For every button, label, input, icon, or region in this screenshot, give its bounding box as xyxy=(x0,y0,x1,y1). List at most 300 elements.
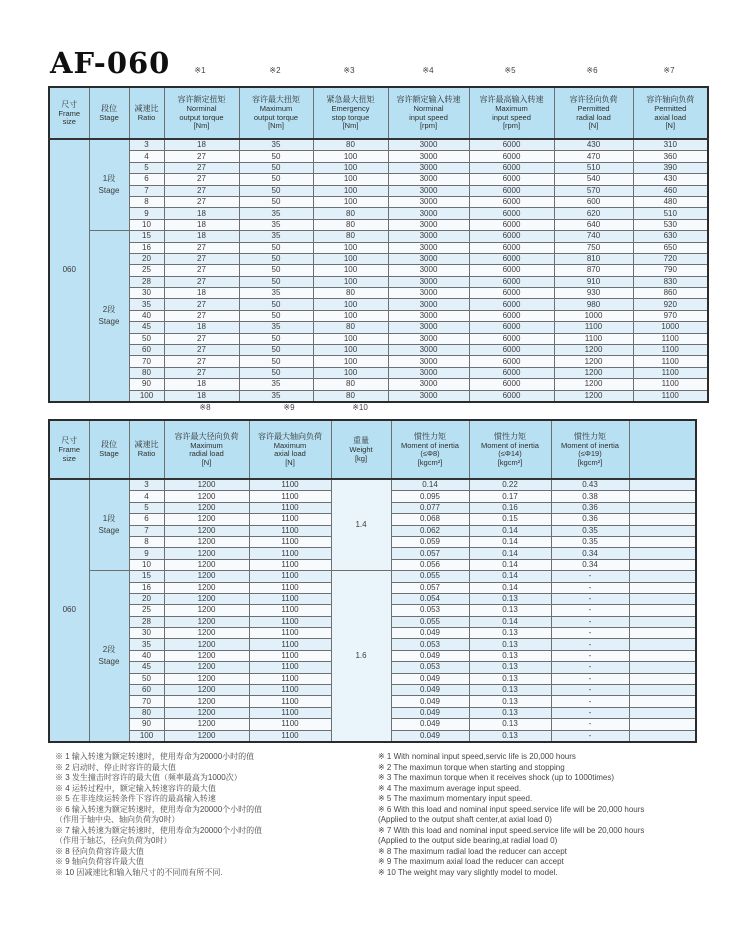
ratio-cell: 16 xyxy=(129,582,164,593)
data-cell: 0.049 xyxy=(391,628,469,639)
data-cell: 870 xyxy=(554,265,633,276)
data-cell: 18 xyxy=(164,288,239,299)
data-cell: - xyxy=(551,616,629,627)
data-cell: 3000 xyxy=(388,151,469,162)
ref-mark: ※1 xyxy=(194,66,206,75)
footnote-line: ※ 3 The maximun torque when it receives shock (up to 1000times) xyxy=(378,773,614,782)
footnote-line: (Applied to the output side bearing,at radial load 0) xyxy=(378,836,558,845)
ratio-cell: 4 xyxy=(129,491,164,502)
data-cell: 6000 xyxy=(469,162,554,173)
data-cell: 0.049 xyxy=(391,685,469,696)
data-cell: - xyxy=(551,730,629,742)
data-cell: 1200 xyxy=(164,639,249,650)
data-cell: 18 xyxy=(164,219,239,230)
data-cell: 1200 xyxy=(164,514,249,525)
data-cell: 540 xyxy=(554,174,633,185)
data-cell: 3000 xyxy=(388,174,469,185)
column-header: 紧急最大扭矩 Emergency stop torque [Nm] xyxy=(313,87,388,139)
data-cell: 27 xyxy=(164,151,239,162)
footnote-line: ※ 7 输入转速为额定转速时，使用寿命为20000个小时的值 xyxy=(55,825,263,835)
ratio-cell: 80 xyxy=(129,707,164,718)
data-cell: 100 xyxy=(313,356,388,367)
ratio-cell: 28 xyxy=(129,276,164,287)
footnote-line: ※ 5 The maximum momentary input speed. xyxy=(378,794,533,803)
data-cell: 1100 xyxy=(249,685,331,696)
table-row xyxy=(49,242,708,253)
data-cell: 3000 xyxy=(388,310,469,321)
footnote-line: ※ 6 输入转速为额定转速时，使用寿命为20000个小时的值 xyxy=(55,804,263,814)
data-cell: 0.16 xyxy=(469,502,551,513)
data-cell: - xyxy=(551,696,629,707)
footnote-line: ※ 4 运转过程中，额定输入转速容许的最大值 xyxy=(55,783,216,793)
data-cell: 18 xyxy=(164,208,239,219)
footnote-line: (Applied to the output shaft center,at axial load 0) xyxy=(378,815,552,824)
table-row xyxy=(49,185,708,196)
data-cell: 27 xyxy=(164,174,239,185)
data-cell: 0.36 xyxy=(551,502,629,513)
column-header: 尺寸 Frame size xyxy=(49,87,89,139)
data-cell: 80 xyxy=(313,231,388,242)
data-cell: 100 xyxy=(313,367,388,378)
data-cell: 35 xyxy=(239,379,313,390)
table-row xyxy=(49,367,708,378)
data-cell: 1200 xyxy=(164,696,249,707)
data-cell: 1100 xyxy=(633,379,708,390)
table-row xyxy=(49,333,708,344)
column-header: 容许径向负荷 Permitted radial load [N] xyxy=(554,87,633,139)
data-cell: 0.14 xyxy=(469,582,551,593)
data-cell: 100 xyxy=(313,299,388,310)
data-cell: - xyxy=(551,571,629,582)
column-header: 惯性力矩 Moment of inertia (≤Φ19) [kgcm²] xyxy=(551,420,629,479)
data-cell: 0.049 xyxy=(391,650,469,661)
data-cell: 6000 xyxy=(469,231,554,242)
data-cell: 1200 xyxy=(554,367,633,378)
data-cell: 570 xyxy=(554,185,633,196)
data-cell: 27 xyxy=(164,333,239,344)
ref-mark: ※6 xyxy=(586,66,598,75)
data-cell: - xyxy=(551,707,629,718)
data-cell: 50 xyxy=(239,265,313,276)
data-cell: - xyxy=(551,662,629,673)
table-row xyxy=(49,322,708,333)
data-cell: 0.13 xyxy=(469,650,551,661)
data-cell: 50 xyxy=(239,242,313,253)
data-cell: 50 xyxy=(239,310,313,321)
data-cell: 50 xyxy=(239,345,313,356)
data-cell: 390 xyxy=(633,162,708,173)
data-cell: 0.055 xyxy=(391,571,469,582)
data-cell: 6000 xyxy=(469,322,554,333)
blank-cell xyxy=(629,616,696,627)
data-cell: 27 xyxy=(164,276,239,287)
data-cell: 6000 xyxy=(469,367,554,378)
table-row xyxy=(49,379,708,390)
data-cell: 50 xyxy=(239,196,313,207)
ratio-cell: 15 xyxy=(129,571,164,582)
frame-cell: 060 xyxy=(49,139,89,402)
data-cell: 1200 xyxy=(554,345,633,356)
data-cell: 0.38 xyxy=(551,491,629,502)
data-cell: 0.062 xyxy=(391,525,469,536)
data-cell: 100 xyxy=(313,310,388,321)
ratio-cell: 3 xyxy=(129,479,164,491)
data-cell: - xyxy=(551,719,629,730)
data-cell: 1200 xyxy=(164,707,249,718)
data-cell: 6000 xyxy=(469,151,554,162)
data-cell: 0.13 xyxy=(469,605,551,616)
ratio-cell: 30 xyxy=(129,288,164,299)
data-cell: 100 xyxy=(313,265,388,276)
data-cell: 1200 xyxy=(164,628,249,639)
data-cell: - xyxy=(551,582,629,593)
data-cell: 1200 xyxy=(164,479,249,491)
ref-mark: ※5 xyxy=(504,66,516,75)
data-cell: 530 xyxy=(633,219,708,230)
ratio-cell: 9 xyxy=(129,548,164,559)
footnotes-chinese xyxy=(55,752,373,878)
data-cell: 1200 xyxy=(164,650,249,661)
data-cell: 0.14 xyxy=(469,559,551,570)
blank-cell xyxy=(629,491,696,502)
data-cell: 1100 xyxy=(249,616,331,627)
data-cell: 1100 xyxy=(554,333,633,344)
ratio-cell: 7 xyxy=(129,185,164,196)
data-cell: 0.13 xyxy=(469,707,551,718)
data-cell: 6000 xyxy=(469,333,554,344)
ratio-cell: 28 xyxy=(129,616,164,627)
blank-cell xyxy=(629,605,696,616)
data-cell: 0.13 xyxy=(469,719,551,730)
data-cell: 0.13 xyxy=(469,685,551,696)
ratio-cell: 35 xyxy=(129,639,164,650)
data-cell: 1100 xyxy=(633,390,708,402)
column-header: 容许最高输入转速 Maximum input speed [rpm] xyxy=(469,87,554,139)
data-cell: 6000 xyxy=(469,390,554,402)
ratio-cell: 7 xyxy=(129,525,164,536)
data-cell: 1100 xyxy=(633,345,708,356)
data-cell: 35 xyxy=(239,219,313,230)
blank-cell xyxy=(629,514,696,525)
data-cell: 1100 xyxy=(249,673,331,684)
footnote-line: ※ 2 The maximun torque when starting and stopping xyxy=(378,762,565,772)
column-header: 惯性力矩 Moment of inertia (≤Φ8) [kgcm²] xyxy=(391,420,469,479)
data-cell: 100 xyxy=(313,333,388,344)
data-cell: 1000 xyxy=(554,310,633,321)
data-cell: 6000 xyxy=(469,139,554,151)
footnote-line: ※ 3 发生撞击时容许的最大值（频率最高为1000次） xyxy=(55,773,242,782)
data-cell: 510 xyxy=(554,162,633,173)
data-cell: 80 xyxy=(313,390,388,402)
data-cell: 1200 xyxy=(164,548,249,559)
data-cell: 27 xyxy=(164,242,239,253)
data-cell: - xyxy=(551,673,629,684)
data-cell: 1200 xyxy=(164,673,249,684)
footnote-line: ※ 4 The maximum average input speed. xyxy=(378,783,522,793)
data-cell: 27 xyxy=(164,253,239,264)
data-cell: 1200 xyxy=(164,559,249,570)
data-cell: 860 xyxy=(633,288,708,299)
table2-ref-marks xyxy=(48,403,695,417)
stage-cell: 1段 Stage xyxy=(89,139,129,231)
data-cell: 6000 xyxy=(469,345,554,356)
footnote-line: ※ 8 The maximum radial load the reducer can accept xyxy=(378,846,567,856)
data-cell: 1100 xyxy=(249,650,331,661)
data-cell: 35 xyxy=(239,288,313,299)
column-header: 重量 Weight [kg] xyxy=(331,420,391,479)
ratio-cell: 10 xyxy=(129,219,164,230)
data-cell: - xyxy=(551,650,629,661)
ratio-cell: 20 xyxy=(129,593,164,604)
data-cell: 50 xyxy=(239,276,313,287)
data-cell: 50 xyxy=(239,151,313,162)
data-cell: 6000 xyxy=(469,265,554,276)
ratio-cell: 8 xyxy=(129,536,164,547)
table1-ref-marks xyxy=(48,66,707,80)
data-cell: 3000 xyxy=(388,367,469,378)
ratio-cell: 20 xyxy=(129,253,164,264)
data-cell: 50 xyxy=(239,333,313,344)
table-row xyxy=(49,196,708,207)
column-header xyxy=(629,420,696,479)
data-cell: 100 xyxy=(313,185,388,196)
ratio-cell: 100 xyxy=(129,730,164,742)
column-header: 惯性力矩 Moment of inertia (≤Φ14) [kgcm²] xyxy=(469,420,551,479)
data-cell: 1100 xyxy=(249,582,331,593)
data-cell: 18 xyxy=(164,322,239,333)
data-cell: 0.14 xyxy=(469,536,551,547)
blank-cell xyxy=(629,571,696,582)
table-row xyxy=(49,265,708,276)
data-cell: 0.13 xyxy=(469,662,551,673)
column-header: 容许额定扭矩 Norminal output torque [Nm] xyxy=(164,87,239,139)
column-header: 容许最大轴向负荷 Maximum axial load [N] xyxy=(249,420,331,479)
data-cell: 35 xyxy=(239,139,313,151)
data-cell: 1100 xyxy=(249,502,331,513)
data-cell: 360 xyxy=(633,151,708,162)
blank-cell xyxy=(629,696,696,707)
ratio-cell: 45 xyxy=(129,662,164,673)
blank-cell xyxy=(629,628,696,639)
data-cell: 27 xyxy=(164,356,239,367)
data-cell: 18 xyxy=(164,139,239,151)
data-cell: 0.14 xyxy=(469,548,551,559)
data-cell: 3000 xyxy=(388,299,469,310)
data-cell: 80 xyxy=(313,288,388,299)
data-cell: 3000 xyxy=(388,231,469,242)
table-row xyxy=(49,139,708,151)
data-cell: 3000 xyxy=(388,379,469,390)
data-cell: 100 xyxy=(313,276,388,287)
data-cell: 620 xyxy=(554,208,633,219)
ratio-cell: 10 xyxy=(129,559,164,570)
data-cell: 1200 xyxy=(164,605,249,616)
data-cell: 6000 xyxy=(469,219,554,230)
data-cell: 0.43 xyxy=(551,479,629,491)
data-cell: 0.049 xyxy=(391,707,469,718)
data-cell: 1100 xyxy=(249,548,331,559)
data-cell: 3000 xyxy=(388,288,469,299)
ratio-cell: 25 xyxy=(129,605,164,616)
data-cell: 310 xyxy=(633,139,708,151)
data-cell: 6000 xyxy=(469,185,554,196)
footnote-line: （作用于轴中央、轴向负荷为0时） xyxy=(55,815,180,824)
ratio-cell: 70 xyxy=(129,696,164,707)
table-row xyxy=(49,288,708,299)
data-cell: 0.13 xyxy=(469,639,551,650)
data-cell: 3000 xyxy=(388,390,469,402)
data-cell: 0.14 xyxy=(469,571,551,582)
blank-cell xyxy=(629,685,696,696)
data-cell: 1200 xyxy=(164,525,249,536)
blank-cell xyxy=(629,525,696,536)
data-cell: 1100 xyxy=(249,571,331,582)
data-cell: 810 xyxy=(554,253,633,264)
column-header: 段位 Stage xyxy=(89,87,129,139)
data-cell: 0.049 xyxy=(391,696,469,707)
table-row xyxy=(49,208,708,219)
ref-mark: ※4 xyxy=(422,66,434,75)
data-cell: 0.13 xyxy=(469,730,551,742)
data-cell: 1100 xyxy=(249,536,331,547)
ratio-cell: 90 xyxy=(129,379,164,390)
data-cell: 630 xyxy=(633,231,708,242)
blank-cell xyxy=(629,650,696,661)
ratio-cell: 30 xyxy=(129,628,164,639)
spec-table-load-weight-inertia xyxy=(48,419,697,743)
data-cell: 1000 xyxy=(633,322,708,333)
data-cell: 1200 xyxy=(554,390,633,402)
data-cell: 0.077 xyxy=(391,502,469,513)
data-cell: 80 xyxy=(313,219,388,230)
data-cell: 3000 xyxy=(388,139,469,151)
header-row xyxy=(49,87,708,139)
data-cell: 80 xyxy=(313,379,388,390)
data-cell: 830 xyxy=(633,276,708,287)
data-cell: 1200 xyxy=(164,730,249,742)
data-cell: 80 xyxy=(313,208,388,219)
ratio-cell: 16 xyxy=(129,242,164,253)
data-cell: 920 xyxy=(633,299,708,310)
data-cell: 0.34 xyxy=(551,559,629,570)
footnote-line: ※ 5 在非连续运转条件下容许的最高输入转速 xyxy=(55,794,216,803)
column-header: 减速比 Ratio xyxy=(129,87,164,139)
data-cell: 3000 xyxy=(388,208,469,219)
data-cell: 0.049 xyxy=(391,730,469,742)
data-cell: 6000 xyxy=(469,356,554,367)
data-cell: 3000 xyxy=(388,265,469,276)
data-cell: 3000 xyxy=(388,219,469,230)
ref-mark: ※7 xyxy=(663,66,675,75)
data-cell: 6000 xyxy=(469,242,554,253)
ratio-cell: 5 xyxy=(129,162,164,173)
data-cell: 970 xyxy=(633,310,708,321)
data-cell: 0.13 xyxy=(469,673,551,684)
data-cell: 1100 xyxy=(249,628,331,639)
blank-cell xyxy=(629,582,696,593)
blank-cell xyxy=(629,502,696,513)
ref-mark: ※2 xyxy=(269,66,281,75)
data-cell: 1200 xyxy=(164,536,249,547)
table-row xyxy=(49,276,708,287)
data-cell: - xyxy=(551,593,629,604)
blank-cell xyxy=(629,479,696,491)
data-cell: 1100 xyxy=(249,593,331,604)
data-cell: 430 xyxy=(554,139,633,151)
footnote-line: ※ 6 With this load and nominal input speed.service life will be 20,000 hours xyxy=(378,804,645,814)
data-cell: 1200 xyxy=(164,593,249,604)
ratio-cell: 60 xyxy=(129,685,164,696)
data-cell: 50 xyxy=(239,174,313,185)
ratio-cell: 60 xyxy=(129,345,164,356)
data-cell: 80 xyxy=(313,139,388,151)
data-cell: 1100 xyxy=(249,559,331,570)
data-cell: 0.34 xyxy=(551,548,629,559)
table-row xyxy=(49,231,708,242)
data-cell: 1100 xyxy=(249,707,331,718)
data-cell: 50 xyxy=(239,162,313,173)
data-cell: 6000 xyxy=(469,196,554,207)
data-cell: 35 xyxy=(239,322,313,333)
data-cell: 980 xyxy=(554,299,633,310)
data-cell: 0.053 xyxy=(391,605,469,616)
spec-table-torque-speed-load xyxy=(48,86,709,403)
data-cell: 3000 xyxy=(388,322,469,333)
header-row xyxy=(49,420,696,479)
blank-cell xyxy=(629,673,696,684)
data-cell: 750 xyxy=(554,242,633,253)
table-row xyxy=(49,310,708,321)
data-cell: 6000 xyxy=(469,299,554,310)
data-cell: 1100 xyxy=(633,367,708,378)
footnote-line: ※ 1 With nominal input speed,servic life is 20,000 hours xyxy=(378,752,576,761)
blank-cell xyxy=(629,639,696,650)
data-cell: 0.057 xyxy=(391,582,469,593)
table-row xyxy=(49,174,708,185)
ratio-cell: 70 xyxy=(129,356,164,367)
data-cell: 0.095 xyxy=(391,491,469,502)
data-cell: 720 xyxy=(633,253,708,264)
blank-cell xyxy=(629,593,696,604)
data-cell: 50 xyxy=(239,185,313,196)
data-cell: 3000 xyxy=(388,253,469,264)
data-cell: 0.13 xyxy=(469,628,551,639)
column-header: 减速比 Ratio xyxy=(129,420,164,479)
data-cell: 50 xyxy=(239,356,313,367)
data-cell: 27 xyxy=(164,162,239,173)
ratio-cell: 50 xyxy=(129,333,164,344)
stage-cell: 2段 Stage xyxy=(89,571,129,742)
data-cell: 27 xyxy=(164,310,239,321)
blank-cell xyxy=(629,662,696,673)
ref-mark: ※3 xyxy=(343,66,355,75)
data-cell: 27 xyxy=(164,265,239,276)
ratio-cell: 4 xyxy=(129,151,164,162)
data-cell: 0.055 xyxy=(391,616,469,627)
data-cell: 1100 xyxy=(249,719,331,730)
data-cell: 1100 xyxy=(633,333,708,344)
data-cell: 6000 xyxy=(469,208,554,219)
weight-cell: 1.6 xyxy=(331,571,391,742)
ratio-cell: 3 xyxy=(129,139,164,151)
data-cell: 0.22 xyxy=(469,479,551,491)
data-cell: 1200 xyxy=(554,379,633,390)
footnote-line: ※ 7 With this load and nominal input speed.service life will be 20,000 hours xyxy=(378,825,645,835)
blank-cell xyxy=(629,536,696,547)
data-cell: 50 xyxy=(239,253,313,264)
table-row xyxy=(49,299,708,310)
data-cell: 1200 xyxy=(164,662,249,673)
